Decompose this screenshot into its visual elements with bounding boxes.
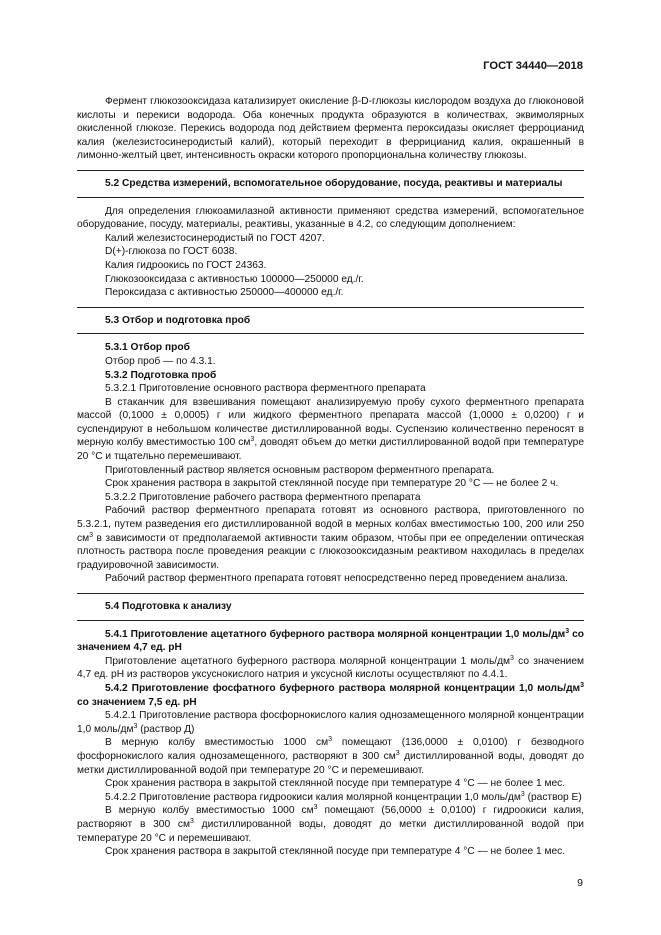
page-number: 9 bbox=[577, 877, 583, 889]
section-5-4-paragraph: Срок хранения раствора в закрытой стеклянной посуде при температуре 4 °С — не более 1 мес. bbox=[105, 778, 566, 790]
reagent-item: Глюкозооксидаза с активностью 100000—250000 ед./г. bbox=[105, 273, 364, 285]
section-5-3-paragraph: Рабочий раствор ферментного препарата готовят непосредственно перед проведением анализа. bbox=[105, 573, 569, 585]
section-5-3-paragraph: Приготовленный раствор является основным раствором ферментного препарата. bbox=[105, 464, 495, 476]
reagent-item: D(+)-глюкоза по ГОСТ 6038. bbox=[105, 246, 238, 258]
section-5-4-paragraph: В мерную колбу вместимостью 1000 $см^3$ помещают (136,0000 ± 0,0100) г безводного фосфорнокислого калия однозамещенного, растворяют в 300 $см^3$ дистиллированной воды, доводят до метки дистиллированной водой при температуре 20 °С и перемешивают. bbox=[77, 736, 584, 776]
reagent-item: Пероксидаза с активностью 250000—400000 ед./г. bbox=[105, 287, 344, 299]
section-5-4-paragraph: В мерную колбу вместимостью 1000 $см^3$ помещают (56,0000 ± 0,0100) г гидроокиси калия, растворяют в 300 $см^3$ дистиллированной воды, доводят до метки дистиллированной водой при температуре 20 °С и перемешивают. bbox=[77, 804, 584, 844]
section-divider bbox=[77, 620, 584, 621]
intro-paragraph: Фермент глюкозооксидаза катализирует окисление β-D-глюкозы кислородом воздуха до глюконовой кислоты и перекиси водорода. Оба конечных продукта образуются в количествах, эквимолярных окисленной глюкозе. Перекись водорода под действием фермента пероксидазы окисляет ферроцианид калия (железистосинеродистый калий), который переходит в феррицианид калия, окрашенный в лимонно-желтый цвет, интенсивность окраски которого пропорциональна количеству глюкозы. bbox=[77, 96, 584, 162]
subsection-5-4-2-title: 5.4.2 Приготовление фосфатного буферного раствора молярной концентрации 1,0 моль/$дм^3$ со значением 7,5 ед. рН bbox=[77, 681, 584, 708]
section-divider bbox=[77, 333, 584, 334]
section-5-3-paragraph: Срок хранения раствора в закрытой стеклянной посуде при температуре 20 °С — не более 2 ч. bbox=[105, 478, 559, 490]
subsection-5-3-1-title: 5.3.1 Отбор проб bbox=[105, 342, 190, 354]
section-5-2-paragraph: Для определения глюкоамилазной активности применяют средства измерений, вспомогательное оборудование, посуду, материалы, реактивы, указанные в 4.2, со следующим дополнением: bbox=[77, 205, 584, 231]
section-5-3-paragraph: В стаканчик для взвешивания помещают анализируемую пробу сухого ферментного препарата массой (0,1000 ± 0,0005) г или жидкого ферментного препарата массой (1,0000 ± 0,0200) г и суспендируют в небольшом количестве дистиллированной воды. Суспензию количественно переносят в мерную колбу вместимостью 100 $см^3$, доводят объем до метки дистиллированной водой при температуре 20 °С и тщательно перемешивают. bbox=[77, 396, 584, 463]
section-5-3-paragraph: Рабочий раствор ферментного препарата готовят из основного раствора, приготовленного по 5.3.2.1, путем разведения его дистиллированной водой в мерных колбах вместимостью 100, 200 или 250 $см^3$ в зависимости от предполагаемой активности таким образом, чтобы при ее определении оптическая плотность раствора после проведения реакции с глюкозооксидазным реактивом находилась в пределах градуировочной зависимости. bbox=[77, 505, 584, 571]
subsection-5-4-2-1-title: 5.4.2.1 Приготовление раствора фосфорнокислого калия однозамещенного молярной концентрации 1,0 моль/$дм^3$ (раствор Д) bbox=[77, 710, 584, 735]
subsection-5-4-2-2-title: 5.4.2.2 Приготовление раствора гидроокиси калия молярной концентрации 1,0 моль/$дм^3$ (раствор Е) bbox=[105, 790, 582, 803]
section-5-3-title: 5.3 Отбор и подготовка проб bbox=[105, 314, 251, 326]
subsection-5-3-2-2-title: 5.3.2.2 Приготовление рабочего раствора ферментного препарата bbox=[105, 491, 421, 503]
section-5-4-paragraph: Приготовление ацетатного буферного раствора молярной концентрации 1 моль/$дм^3$ со значением 4,7 ед. рН из растворов уксуснокислого натрия и уксусной кислоты осуществляют по 4.4.1. bbox=[77, 654, 584, 681]
reagent-item: Калий железистосинеродистый по ГОСТ 4207. bbox=[105, 232, 325, 244]
page-body bbox=[77, 95, 584, 859]
subsection-5-3-2-title: 5.3.2 Подготовка проб bbox=[105, 369, 217, 381]
subsection-5-3-1-text: Отбор проб — по 4.3.1. bbox=[105, 355, 216, 367]
subsection-5-4-1-title: 5.4.1 Приготовление ацетатного буферного раствора молярной концентрации 1,0 моль/$дм^3$ со значением 4,7 ед. рН bbox=[77, 627, 584, 654]
section-divider bbox=[77, 197, 584, 198]
reagent-item: Калия гидроокись по ГОСТ 24363. bbox=[105, 259, 267, 271]
section-divider bbox=[77, 170, 584, 171]
section-divider bbox=[77, 307, 584, 308]
section-5-2-title: 5.2 Средства измерений, вспомогательное оборудование, посуда, реактивы и материалы bbox=[105, 177, 563, 189]
document-standard-number: ГОСТ 34440—2018 bbox=[483, 60, 583, 72]
section-5-4-title: 5.4 Подготовка к анализу bbox=[105, 601, 232, 612]
section-divider bbox=[77, 593, 584, 594]
subsection-5-3-2-1-title: 5.3.2.1 Приготовление основного раствора ферментного препарата bbox=[105, 383, 426, 395]
section-5-4-paragraph: Срок хранения раствора в закрытой стеклянной посуде при температуре 4 °С — не более 1 мес. bbox=[105, 846, 566, 858]
